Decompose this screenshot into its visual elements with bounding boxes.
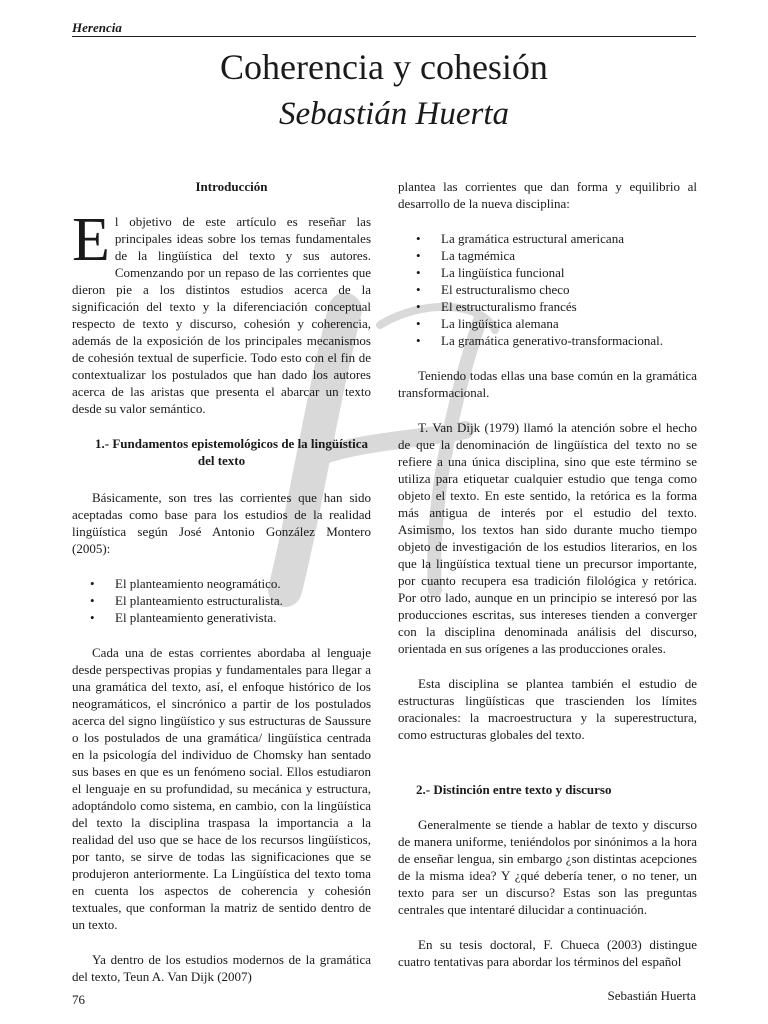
section-2-heading: 2.- Distinción entre texto y discurso	[416, 782, 612, 797]
drop-cap: E	[72, 206, 110, 274]
right-paragraph-3: T. Van Dijk (1979) llamó la atención sobre el hecho de que la denominación de lingüística del texto no se refiere a una única disciplina, sino que este término se utiliza para etiquetar cualquier estudio que tenga como objeto el texto. En este sentido, la retórica es la forma más antigua de interés por el estudio del texto. Asimismo, los textos han sido durante mucho tiempo objeto de investigación de los estudios literarios, en los que la lingüística textual tiene un precursor importante, por cuanto recupera esa tradición filológica y retórica. Por otro lado, aunque en un principio se interesó por las producciones escritas, sus intereses tienden a converger con la disciplina denominada análisis del discurso, orientada en sus orígenes a las producciones orales.	[398, 420, 697, 656]
list-item: • La lingüística funcional	[416, 265, 565, 280]
intro-paragraph	[72, 206, 371, 417]
list-item: • El estructuralismo francés	[416, 299, 577, 314]
right-paragraph-6: En su tesis doctoral, F. Chueca (2003) distingue cuatro tentativas para abordar los términos del español	[398, 937, 697, 969]
list-item: • La gramática generativo-transformacional.	[416, 333, 663, 348]
page-number: 76	[72, 992, 85, 1007]
list-item: • El planteamiento generativista.	[90, 610, 277, 625]
intro-text: l objetivo de este artículo es reseñar las principales ideas sobre los temas fundamentales de la lingüística del texto y sus autores. Comenzando por un repaso de las corrientes que dieron pie a los distintos estudios acerca de la significación del texto y la diferenciación conceptual respecto de texto y discurso, cohesión y coherencia, además de la exposición de los principales mecanismos de cohesión textual de superficie. Todo esto con el fin de contextualizar los postulados que han dado los autores acerca de las aristas que presenta el abarcar un texto desde su valor semántico.	[72, 214, 371, 416]
left-column	[72, 178, 371, 985]
journal-name: Herencia	[72, 20, 122, 35]
list-item: • La lingüística alemana	[416, 316, 559, 331]
currents-list	[398, 230, 697, 349]
article-title: Coherencia y cohesión	[220, 47, 548, 87]
list-item: • La tagmémica	[416, 248, 515, 263]
section-1-heading: 1.- Fundamentos epistemológicos de la lingüística del texto	[94, 436, 368, 468]
right-paragraph-5: Generalmente se tiende a hablar de texto y discurso de manera uniforme, teniéndolos por sinónimos a la hora de enseñar lengua, sin embargo ¿son distintas acepciones de la misma idea? Y ¿qué debería tener, o no tener, un texto para ser un discurso? Estas son las preguntas centrales que intentaré dilucidar a continuación.	[398, 817, 697, 917]
list-item: • La gramática estructural americana	[416, 231, 624, 246]
list-item: • El planteamiento neogramático.	[90, 576, 281, 591]
article-author: Sebastián Huerta	[278, 96, 510, 132]
right-column	[398, 178, 697, 970]
right-paragraph-1: plantea las corrientes que dan forma y equilibrio al desarrollo de la nueva disciplina:	[398, 179, 697, 211]
right-paragraph-4: Esta disciplina se plantea también el estudio de estructuras lingüísticas que trascienden los límites oracionales: la macroestructura y la superestructura, como estructuras globales del texto.	[398, 676, 697, 742]
section-1-paragraph-3: Ya dentro de los estudios modernos de la gramática del texto, Teun A. Van Dijk (2007)	[72, 952, 371, 984]
right-paragraph-2: Teniendo todas ellas una base común en la gramática transformacional.	[398, 368, 697, 400]
section-1-paragraph-1: Básicamente, son tres las corrientes que han sido aceptadas como base para los estudios de la realidad lingüística según José Antonio González Montero (2005):	[72, 490, 371, 556]
list-item: • El planteamiento estructuralista.	[90, 593, 283, 608]
footer-author: Sebastián Huerta	[607, 988, 696, 1003]
list-item: • El estructuralismo checo	[416, 282, 570, 297]
section-1-list	[72, 575, 371, 626]
section-1-paragraph-2: Cada una de estas corrientes abordaba al lenguaje desde perspectivas propias y fundamentales para llegar a una gramática del texto, así, el enfoque histórico de los neogramáticos, el sincrónico a partir de los postulados acerca del signo lingüístico y sus estructuras de Saussure o los postulados de una gramática/ lingüística centrada en la psicología del individuo de Chomsky han sentado sus bases en que es un fenómeno social. Ellos estudiaron el lenguaje en su profundidad, su mecánica y estructura, adoptándolo como sistema, en cambio, con la lingüística del texto la disciplina traspasa la importancia a la realidad del uso que se hace de los recursos lingüísticos, por tanto, se sirve de todas las significaciones que se produjeron anteriormente. La Lingüística del texto toma en cuenta los aspectos de coherencia y cohesión textuales, que conforman la matriz de sentido dentro de un texto.	[72, 645, 371, 932]
header-rule	[72, 36, 696, 37]
intro-heading: Introducción	[195, 179, 268, 194]
